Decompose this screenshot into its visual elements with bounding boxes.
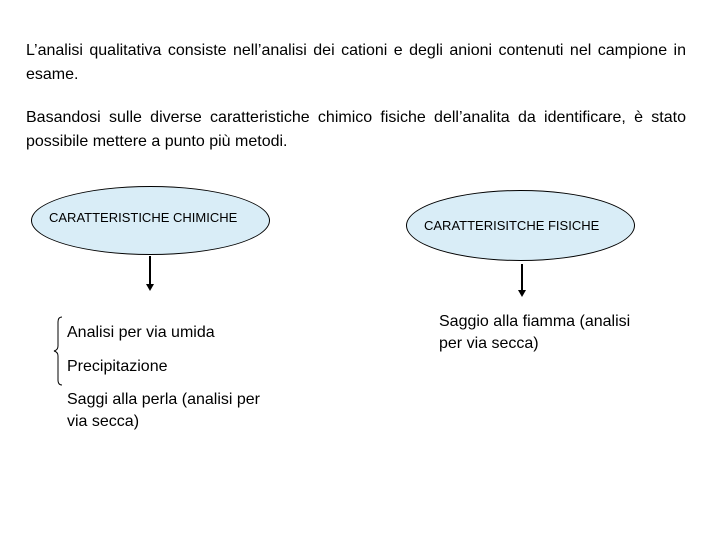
left-item-bead-test: Saggi alla perla (analisi per via secca) bbox=[67, 391, 260, 430]
physical-characteristics-label: CARATTERISITCHE FISICHE bbox=[424, 218, 600, 233]
left-arrow bbox=[146, 256, 154, 291]
right-item-flame-test: Saggio alla fiamma (analisi per via secca) bbox=[439, 313, 631, 352]
intro-paragraph-1: L’analisi qualitativa consiste nell’analisi dei cationi e degli anioni contenuti nel campione in esame. bbox=[26, 42, 686, 83]
left-items-brace bbox=[54, 317, 62, 385]
chemical-characteristics-label: CARATTERISTICHE CHIMICHE bbox=[49, 210, 238, 225]
left-item-precipitation: Precipitazione bbox=[67, 358, 168, 375]
right-arrow bbox=[518, 264, 526, 297]
intro-paragraph-2: Basandosi sulle diverse caratteristiche chimico fisiche dell’analita da identificare, è stato possibile mettere a punto più metodi. bbox=[26, 109, 686, 150]
left-item-wet-analysis: Analisi per via umida bbox=[67, 324, 215, 341]
